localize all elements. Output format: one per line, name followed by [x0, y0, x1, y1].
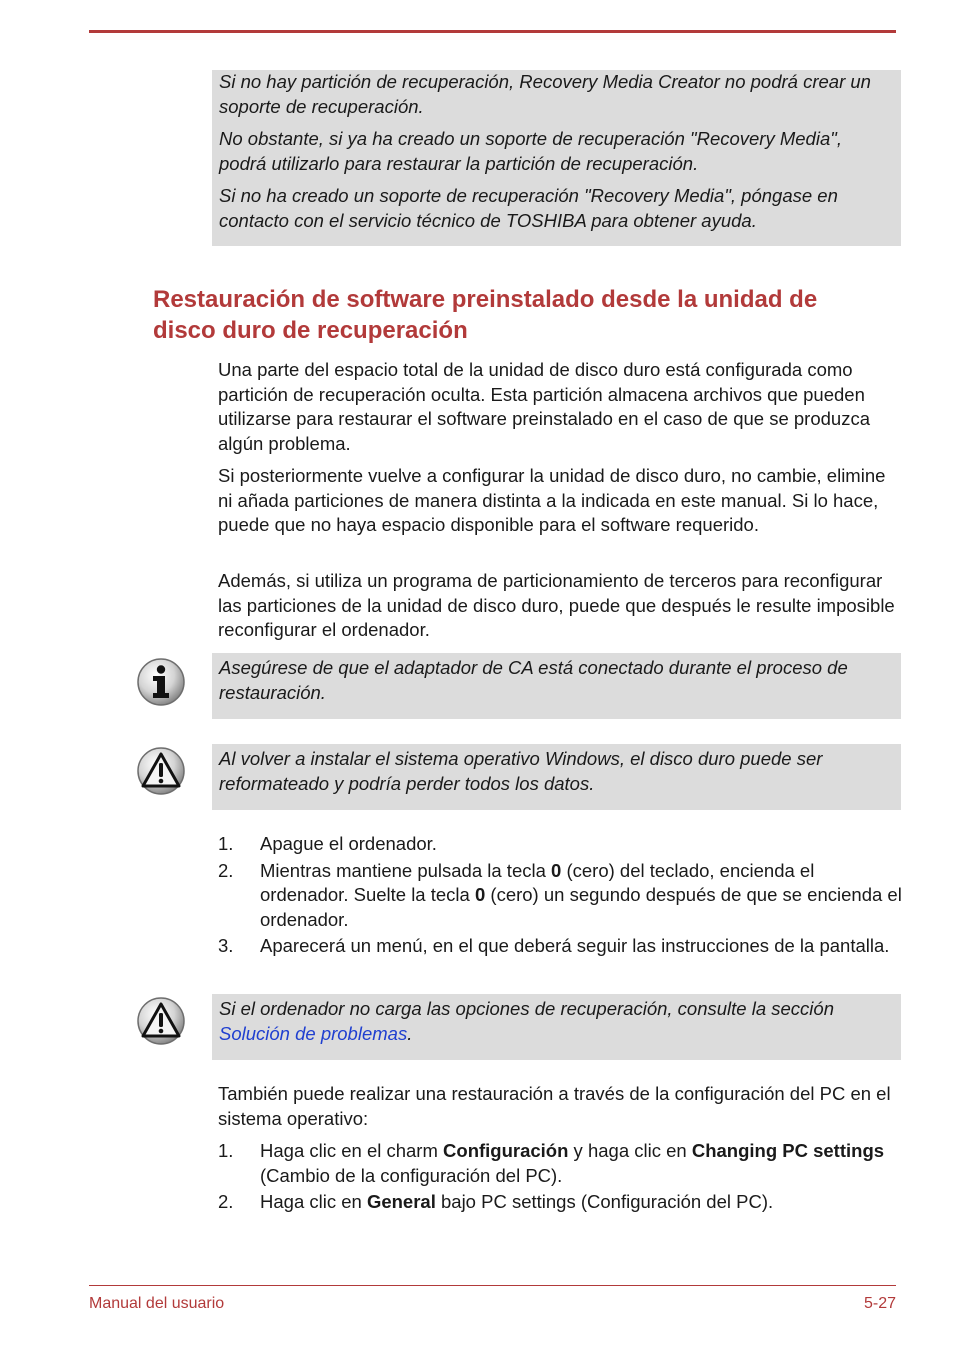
note-line: Si no hay partición de recuperación, Recovery Media Creator no podrá crear un soporte de recuperación. — [219, 71, 871, 117]
note-text-prefix: Si el ordenador no carga las opciones de recuperación, consulte la sección — [219, 998, 834, 1019]
ui-term: General — [366, 1191, 436, 1212]
paragraph: Si posteriormente vuelve a configurar la unidad de disco duro, no cambie, elimine ni añada particiones de manera distinta a la indicada en este manual. Si lo hace, puede que no haya espacio disponible para el software requerido. — [218, 465, 886, 535]
note-info-ac — [212, 653, 901, 719]
footer-rule — [89, 1285, 896, 1286]
steps-list — [218, 832, 903, 961]
list-item — [218, 934, 903, 959]
step-text: y haga clic en — [568, 1140, 692, 1161]
step-number: 1. — [218, 833, 234, 854]
footer-title: Manual del usuario — [89, 1295, 225, 1312]
step-text: (cero) del teclado, encienda el ordenador. Suelte la tecla — [260, 859, 815, 905]
list-item — [218, 1139, 903, 1188]
step-text: (cero) un segundo después de que se encienda el ordenador. — [260, 884, 902, 930]
note-text: Asegúrese de que el adaptador de CA está conectado durante el proceso de restauración. — [219, 657, 848, 703]
note-text — [219, 997, 893, 1046]
step-text: Aparecerá un menú, en el que deberá seguir las instrucciones de la pantalla. — [260, 935, 890, 956]
header-rule — [89, 30, 896, 33]
note-text-suffix: . — [407, 1022, 413, 1044]
steps-list — [218, 1139, 903, 1217]
step-number: 2. — [218, 1191, 234, 1212]
step-number: 2. — [218, 859, 234, 881]
step-text: Mientras mantiene pulsada la tecla — [260, 859, 552, 881]
list-item — [218, 1190, 903, 1215]
note-warning-reinstall — [212, 744, 901, 810]
section-heading: Restauración de software preinstalado desde la unidad de disco duro de recuperación — [153, 286, 818, 344]
list-item — [218, 859, 903, 933]
note-text: Al volver a instalar el sistema operativo Windows, el disco duro puede ser reformateado y podría perder todos los datos. — [219, 748, 823, 794]
paragraph: Además, si utiliza un programa de particionamiento de terceros para reconfigurar las particiones de la unidad de disco duro, puede que después le resulte imposible reconfigurar el ordenador. — [218, 570, 895, 640]
warning-icon — [136, 996, 186, 1046]
step-text: Haga clic en — [260, 1191, 367, 1212]
note-line: No obstante, si ya ha creado un soporte de recuperación "Recovery Media", podrá utilizarlo para restaurar la partición de recuperación. — [219, 128, 842, 174]
ui-term: Configuración — [443, 1140, 569, 1161]
note-warning-troubleshoot — [212, 994, 901, 1060]
step-number: 3. — [218, 935, 234, 956]
key-label: 0 — [474, 884, 486, 905]
note-recovery-partition — [212, 70, 901, 246]
key-label: 0 — [551, 859, 562, 881]
list-item — [218, 832, 903, 857]
paragraph: También puede realizar una restauración a través de la configuración del PC en el sistema operativo: — [218, 1083, 891, 1129]
note-line: Si no ha creado un soporte de recuperación "Recovery Media", póngase en contacto con el servicio técnico de TOSHIBA para obtener ayuda. — [219, 185, 838, 231]
step-text: (Cambio de la configuración del PC). — [260, 1164, 563, 1186]
step-text: bajo PC settings (Configuración del PC). — [435, 1191, 774, 1212]
step-number: 1. — [218, 1140, 234, 1161]
ui-term: Changing PC settings — [691, 1140, 885, 1161]
step-text: Apague el ordenador. — [260, 833, 437, 854]
info-icon — [136, 657, 186, 707]
paragraph: Una parte del espacio total de la unidad de disco duro está configurada como partición de recuperación oculta. Esta partición almacena archivos que pueden utilizarse para restaurar el software preinstalado en el caso de que se produzca algún problema. — [218, 359, 870, 454]
warning-icon — [136, 746, 186, 796]
step-text: Haga clic en el charm — [260, 1140, 444, 1161]
troubleshooting-link[interactable]: Solución de problemas — [219, 1022, 408, 1044]
page-number: 5-27 — [863, 1295, 896, 1312]
